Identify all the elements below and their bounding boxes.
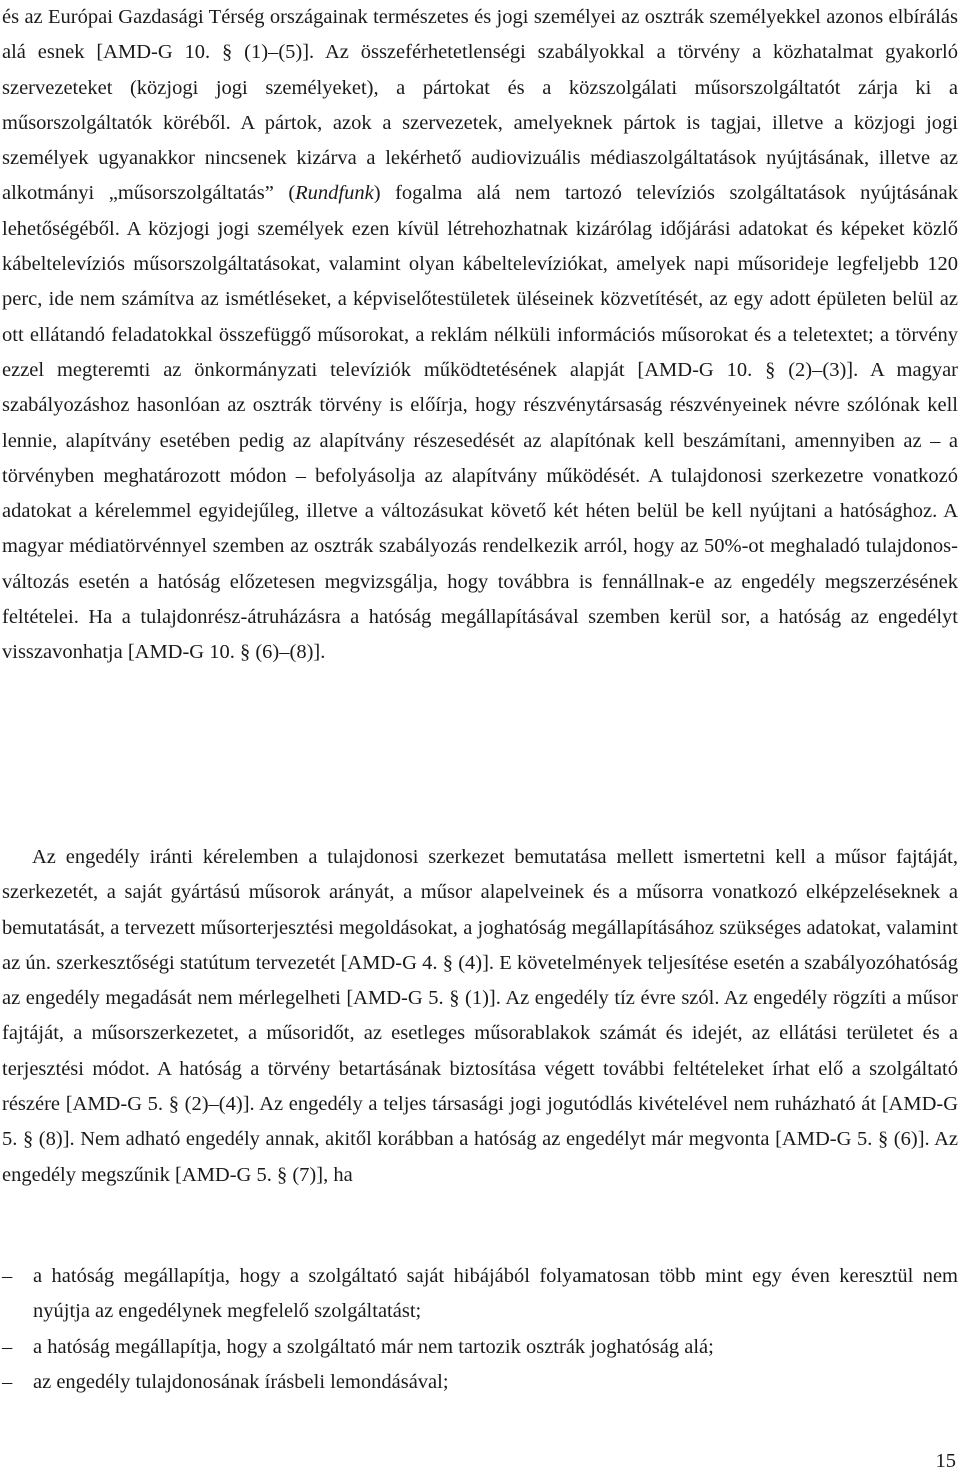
list-item [2,1259,958,1330]
list-item-text: az engedély tulajdonosának írásbeli lemondásával; [33,1370,449,1393]
page-number: 15 [935,1450,956,1472]
paragraph-1-italic-term: Rundfunk [295,182,374,205]
paragraph-2 [2,840,958,1193]
paragraph-1-text: és az Európai Gazdasági Térség országainak természetes és jogi személyei az osztrák személyekkel azonos elbírálás alá esnek [AMD-G 10. § (1)–(5)]. Az összeférhetetlenségi szabályokkal a törvény a közhatalmat gyakorló szervezeteket (közjogi jogi személyeket), a pártokat és a közszolgálati műsorszolgáltatót zárja ki a műsorszolgáltatók köréből. A pártok, azok a szervezetek, amelyeknek pártok is tagjai, illetve a közjogi jogi személyek ugyanakkor nincsenek kizárva a lekérhető audiovizuális médiaszolgáltatások nyújtásának, illetve az alkotmányi „műsorszolgáltatás” ( [2,6,958,205]
list-item-text: a hatóság megállapítja, hogy a szolgáltató már nem tartozik osztrák joghatóság alá; [33,1335,714,1358]
condition-list [2,1259,958,1400]
list-item [2,1330,958,1365]
paragraph-1-text-continued: ) fogalma alá nem tartozó televíziós szolgáltatások nyújtásának lehetőségéből. A közjogi jogi személyek ezen kívül létrehozhatnak kizárólag időjárási adatokat és képeket közlő kábeltelevíziós műsorszolgáltatásokat, valamint olyan kábeltelevíziókat, amelyek napi műsorideje legfeljebb 120 perc, ide nem számítva az ismétléseket, a képviselőtestületek üléseinek közvetítését, az egy adott épületen belül az ott ellátandó feladatokkal összefüggő műsorokat, a reklám nélküli információs műsorokat és a teletextet; a törvény ezzel megteremti az önkormányzati televíziók működtetésének alapját [AMD-G 10. § (2)–(3)]. A magyar szabályozáshoz hasonlóan az osztrák törvény is előírja, hogy részvénytársaság részvényeinek névre szólónak kell lennie, alapítvány esetében pedig az alapítvány részesedését az alapítónak kell beszámítani, amennyiben az – a törvényben meghatározott módon – befolyásolja az alapítvány működését. A tulajdonosi szerkezetre vonatkozó adatokat a kérelemmel egyidejűleg, illetve a változásukat követő két héten belül be kell nyújtani a hatósághoz. A magyar médiatörvénnyel szemben az osztrák szabályozás rendelkezik arról, hogy az 50%-ot meghaladó tulajdonos-változás esetén a hatóság előzetesen megvizsgálja, hogy továbbra is fennállnak-e az engedély megszerzésének feltételei. Ha a tulajdonrész-átruházásra a hatóság megállapításával szemben kerül sor, a hatóság az engedélyt visszavonhatja [AMD-G 10. § (6)–(8)]. [2,182,958,664]
list-dash: – [2,1265,13,1287]
paragraph-2-text: Az engedély iránti kérelemben a tulajdonosi szerkezet bemutatása mellett ismertetni kell a műsor fajtáját, szerkezetét, a saját gyártású műsorok arányát, a műsor alapelveinek és a műsorra vonatkozó elképzeléseknek a bemutatását, a tervezett műsorterjesztési megoldásokat, a joghatóság megállapításához szükséges adatokat, valamint az ún. szerkesztőségi statútum tervezetét [AMD-G 4. § (4)]. E követelmények teljesítése esetén a szabályozóhatóság az engedély megadását nem mérlegelheti [AMD-G 5. § (1)]. Az engedély tíz évre szól. Az engedély rögzíti a műsor fajtáját, a műsorszerkezetet, a műsoridőt, az esetleges műsorablakok számát és idejét, az ellátási területet és a terjesztési módot. A hatóság a törvény betartásának biztosítása végett további feltételeket írhat elő a szolgáltató részére [AMD-G 5. § (2)–(4)]. Az engedély a teljes társasági jogi jogutódlás kivételével nem ruházható át [AMD-G 5. § (8)]. Nem adható engedély annak, akitől korábban a hatóság az engedélyt már megvonta [AMD-G 5. § (6)]. Az engedély megszűnik [AMD-G 5. § (7)], ha [2,846,958,1186]
list-item [2,1365,958,1400]
list-dash: – [2,1335,13,1358]
paragraph-1 [2,0,958,671]
list-item-text: a hatóság megállapítja, hogy a szolgáltató saját hibájából folyamatosan több mint egy éven keresztül nem nyújtja az engedélynek megfelelő szolgáltatást; [33,1265,958,1323]
list-dash: – [2,1370,13,1393]
